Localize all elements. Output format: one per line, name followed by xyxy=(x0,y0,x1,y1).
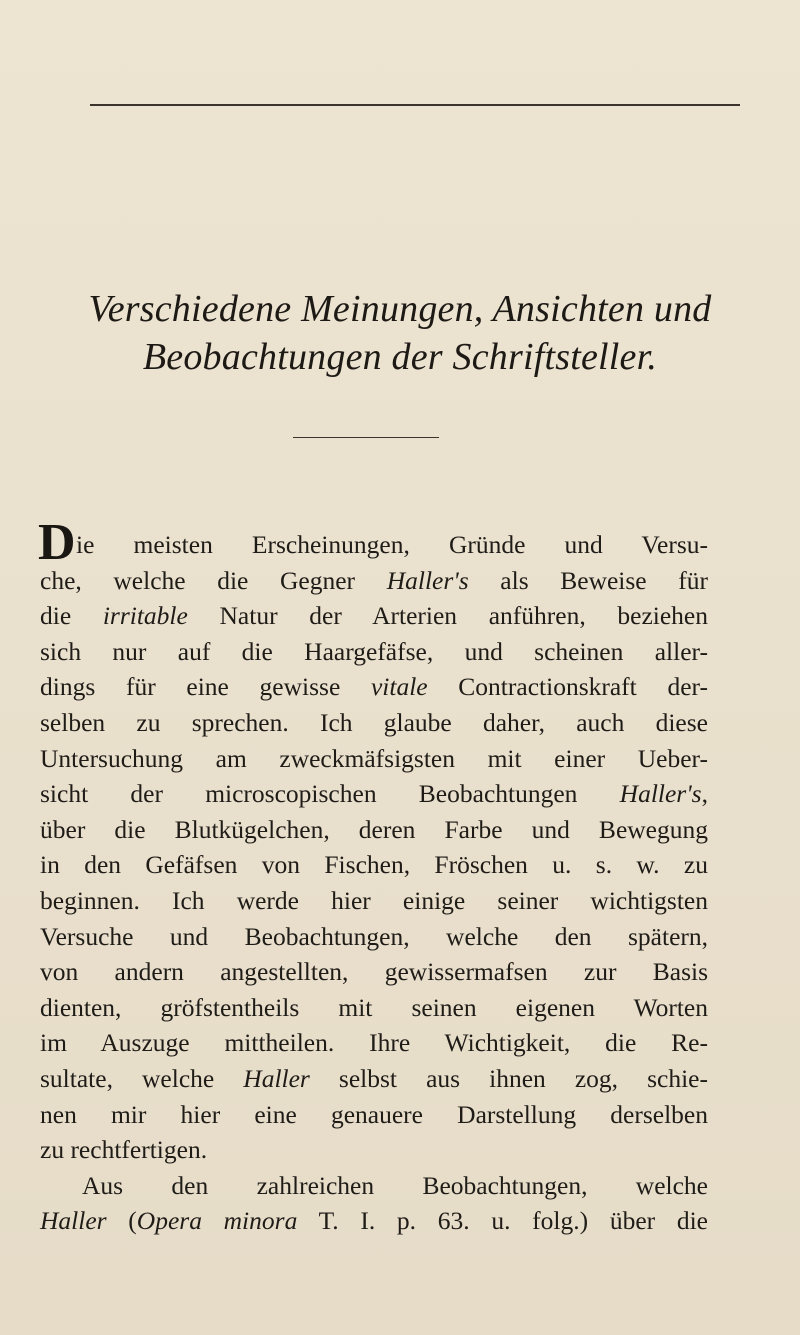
text-segment: nen mir hier eine genauere Darstellung derselben xyxy=(40,1099,708,1129)
text-line xyxy=(40,847,708,883)
text-line xyxy=(40,598,708,634)
text-line xyxy=(40,776,708,812)
text-segment: in den Gefäfsen von Fischen, Fröschen u. s. w. zu xyxy=(40,850,708,880)
title-separator-rule xyxy=(293,437,439,438)
text-line xyxy=(40,1061,708,1097)
text-segment: von andern angestellten, gewissermafsen zur Basis xyxy=(40,957,708,987)
text-line xyxy=(40,812,708,848)
body-text xyxy=(40,527,708,1239)
italic-text: irritable xyxy=(102,601,188,631)
italic-text: Haller xyxy=(40,1206,107,1236)
text-segment: sultate, welche xyxy=(40,1063,244,1093)
text-segment: sich nur auf die Haargefäfse, und scheinen aller- xyxy=(40,636,708,666)
text-segment: T. I. p. 63. u. folg.) über die xyxy=(297,1206,708,1236)
text-segment: Natur der Arterien anführen, beziehen xyxy=(187,601,708,631)
text-line xyxy=(40,990,708,1026)
text-line xyxy=(40,919,708,955)
text-line xyxy=(40,705,708,741)
header-rule xyxy=(90,104,740,106)
text-line xyxy=(40,634,708,670)
text-segment: zu rechtfertigen. xyxy=(40,1135,208,1165)
text-segment: Contractionskraft der- xyxy=(427,672,708,702)
text-line xyxy=(40,883,708,919)
text-segment: sicht der microscopischen Beobachtungen xyxy=(40,779,620,809)
text-segment: als Beweise für xyxy=(468,565,708,595)
title-line-1: Verschiedene Meinungen, Ansichten und xyxy=(88,288,712,330)
text-segment: beginnen. Ich werde hier einige seiner wichtigsten xyxy=(40,885,708,915)
text-line xyxy=(40,1097,708,1133)
text-line xyxy=(40,669,708,705)
italic-text: Haller's xyxy=(386,565,469,595)
title-line-2: Beobachtungen der Schriftsteller. xyxy=(142,336,658,378)
italic-text: Opera minora xyxy=(136,1206,298,1236)
text-line xyxy=(40,527,708,563)
drop-cap: D xyxy=(38,514,76,571)
text-segment: die xyxy=(40,601,103,631)
text-segment: Versuche und Beobachtungen, welche den spätern, xyxy=(40,921,708,951)
text-line xyxy=(40,1168,708,1204)
text-line xyxy=(40,1132,708,1168)
text-segment: ie meisten Erscheinungen, Gründe und Versu- xyxy=(76,530,708,559)
text-segment: im Auszuge mittheilen. Ihre Wichtigkeit, die Re- xyxy=(40,1028,708,1058)
italic-text: Haller's xyxy=(619,779,702,809)
text-segment: che, welche die Gegner xyxy=(40,565,387,595)
text-segment: selben zu sprechen. Ich glaube daher, auch diese xyxy=(40,707,708,737)
text-line xyxy=(40,741,708,777)
chapter-title xyxy=(40,285,760,381)
text-line xyxy=(40,1203,708,1239)
italic-text: Haller xyxy=(243,1063,310,1093)
text-segment: dings für eine gewisse xyxy=(40,672,371,702)
italic-text: vitale xyxy=(370,672,428,702)
text-segment: , xyxy=(701,779,708,809)
text-segment: ( xyxy=(106,1206,137,1236)
text-line xyxy=(40,563,708,599)
text-segment: dienten, gröfstentheils mit seinen eigenen Worten xyxy=(40,992,708,1022)
text-line xyxy=(40,954,708,990)
text-line xyxy=(40,1025,708,1061)
text-segment: über die Blutkügelchen, deren Farbe und Bewegung xyxy=(40,814,708,844)
text-segment: Aus den zahlreichen Beobachtungen, welche xyxy=(82,1170,708,1200)
text-segment: Untersuchung am zweckmäfsigsten mit einer Ueber- xyxy=(40,743,708,773)
text-segment: selbst aus ihnen zog, schie- xyxy=(309,1063,708,1093)
